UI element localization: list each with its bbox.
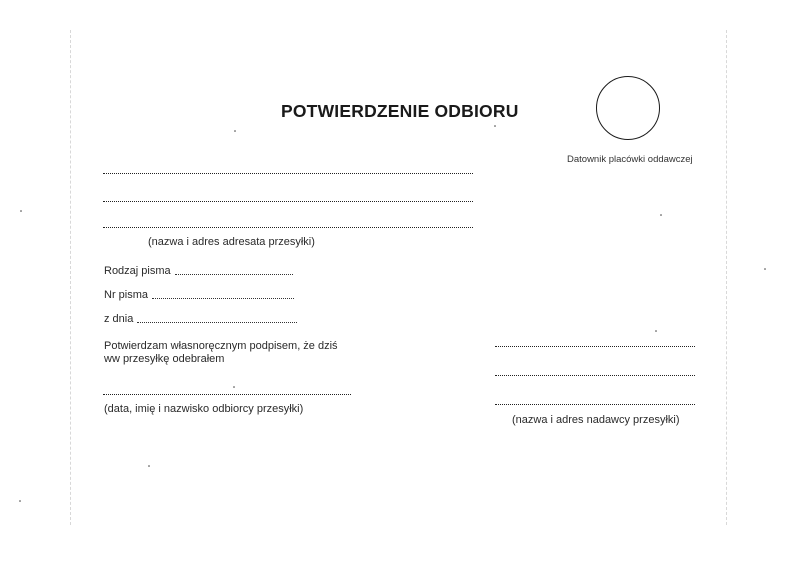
postmark-circle [596,76,660,140]
document-type-input[interactable] [175,274,293,275]
perforation-left [70,30,71,525]
document-type-field[interactable] [104,265,293,277]
scan-speck [660,214,662,216]
document-number-field[interactable] [104,289,294,301]
date-input[interactable] [137,322,297,323]
sender-line-2[interactable] [495,375,695,376]
sender-line-1[interactable] [495,346,695,347]
addressee-line-2[interactable] [103,201,473,202]
confirmation-text [104,340,364,366]
scan-speck [764,268,766,270]
scan-speck [233,386,235,388]
perforation-right [726,30,727,525]
date-label: z dnia [104,313,134,325]
confirmation-line-2: ww przesyłkę odebrałem [104,353,225,365]
sender-caption: (nazwa i adres nadawcy przesyłki) [512,414,680,426]
postmark-label: Datownik placówki oddawczej [567,154,693,165]
scan-speck [234,130,236,132]
addressee-line-1[interactable] [103,173,473,174]
sender-line-3[interactable] [495,404,695,405]
scan-speck [148,465,150,467]
document-type-label: Rodzaj pisma [104,265,171,277]
form-title: POTWIERDZENIE ODBIORU [281,101,519,121]
recipient-caption: (data, imię i nazwisko odbiorcy przesyłki) [104,403,304,415]
date-field[interactable] [104,313,297,325]
addressee-line-3[interactable] [103,227,473,228]
document-number-label: Nr pisma [104,289,149,301]
document-number-input[interactable] [152,298,294,299]
scan-speck [20,210,22,212]
recipient-signature-line[interactable] [103,394,351,395]
scan-speck [19,500,21,502]
scan-speck [655,330,657,332]
scan-speck [494,125,496,127]
confirmation-line-1: Potwierdzam własnoręcznym podpisem, że dziś [104,340,338,352]
addressee-caption: (nazwa i adres adresata przesyłki) [148,236,315,248]
